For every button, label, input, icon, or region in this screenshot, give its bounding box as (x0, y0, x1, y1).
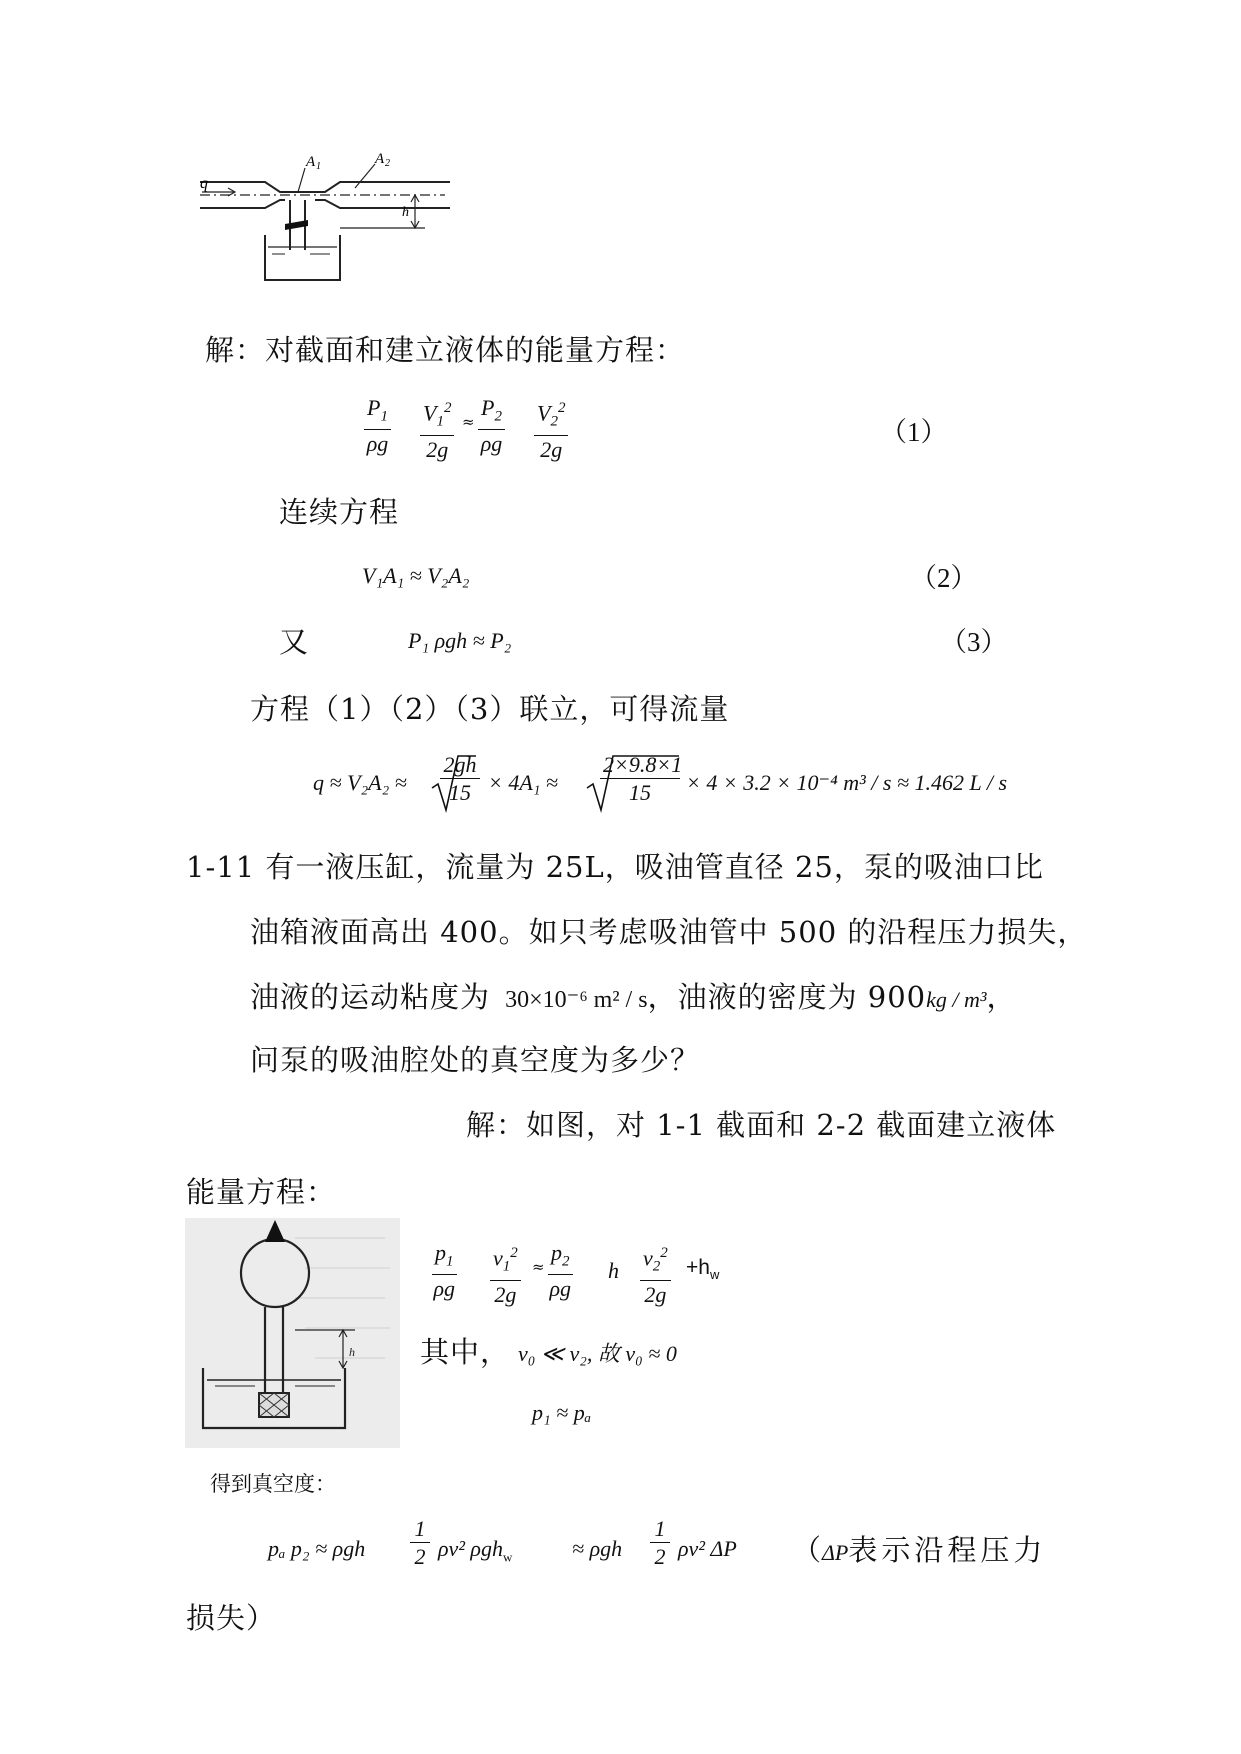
a2-label: A (375, 151, 385, 167)
solution-intro: 解：对截面和建立液体的能量方程： (205, 333, 686, 367)
problem-line-2: 油箱液面高出 400。如只考虑吸油管中 500 的沿程压力损失， (250, 915, 1088, 949)
problem-line-4: 问泵的吸油腔处的真空度为多少？ (250, 1043, 701, 1077)
eq3-label: （3） (940, 627, 1008, 657)
q-label: q (200, 175, 208, 192)
svg-text:h: h (349, 1345, 355, 1359)
pressure-condition: p₁ ≈ pₐ (532, 1400, 592, 1425)
where-text: 其中， (420, 1335, 511, 1369)
combine-text: 方程（1）（2）（3）联立，可得流量 (250, 692, 730, 726)
problem-line-1: 1-11 有一液压缸，流量为 25L，吸油管直径 25，泵的吸油口比 (186, 850, 1044, 884)
eq2-label: （2） (910, 563, 978, 593)
continuity-heading: 连续方程 (279, 495, 400, 529)
h-label: h (402, 205, 409, 220)
eq1-label: （1） (880, 417, 948, 447)
a1-label: A (306, 154, 316, 170)
vacuum-note-end: 损失） (186, 1601, 277, 1635)
vacuum-heading: 得到真空度： (210, 1472, 336, 1496)
venturi-figure (180, 150, 480, 290)
pressure-equation: P₁ ρgh ≈ P₂ (408, 628, 512, 653)
a2-sub: 2 (385, 158, 390, 169)
continuity-equation: V₁A₁ ≈ V₂A₂ (362, 563, 470, 588)
velocity-condition: v₀ ≪ v₂, 故 v₀ ≈ 0 (518, 1341, 677, 1366)
solution2-intro: 解：如图，对 1-1 截面和 2-2 截面建立液体 (466, 1108, 1057, 1142)
problem-line-3: 油液的运动粘度为 30×10⁻⁶ m² / s，油液的密度为 900kg / m³， (250, 980, 1017, 1014)
a1-sub: 1 (316, 161, 321, 172)
solution2-intro-cont: 能量方程： (186, 1175, 337, 1209)
pump-tank-figure (185, 1218, 400, 1448)
also-text: 又 (279, 625, 310, 659)
vacuum-note: （ΔP表示沿程压力 (792, 1533, 1047, 1567)
